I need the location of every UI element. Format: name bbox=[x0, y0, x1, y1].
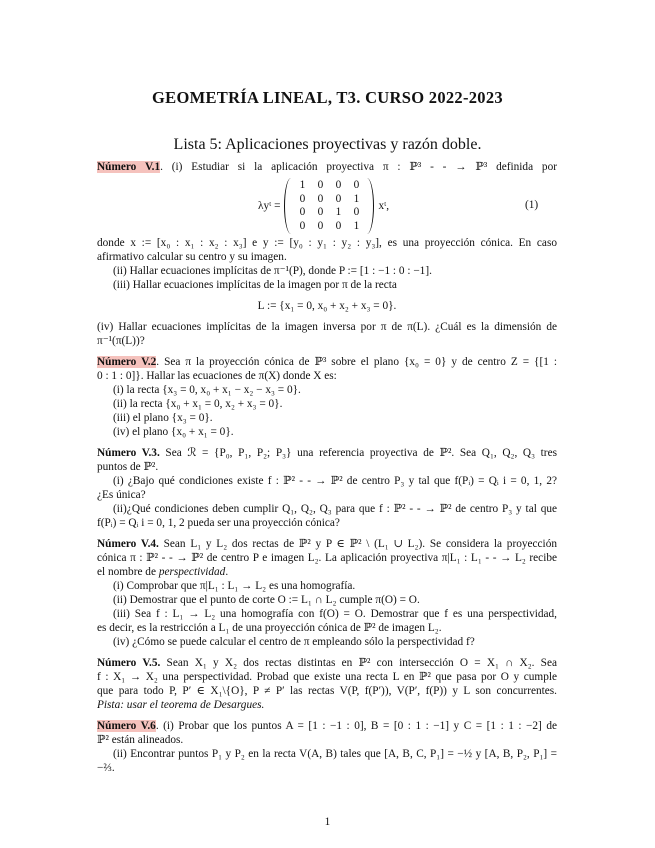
text-line: es decir, es la restricción a L₁ de una proyección cónica de ℙ² de imagen L₂. bbox=[97, 622, 442, 634]
text-line: (iv) Hallar ecuaciones implícitas de la imagen inversa por π de π(L). ¿Cuál es la dimensión de bbox=[97, 321, 557, 333]
exercise-label-v2: Número V.2 bbox=[97, 356, 157, 368]
exercise-v6-line bbox=[97, 719, 557, 733]
matrix-row bbox=[293, 193, 365, 207]
matrix bbox=[284, 178, 374, 234]
text-line: (i) ¿Bajo qué condiciones existe f : ℙ² - - → ℙ² de centro P₃ y tal que f(Pᵢ) = Qᵢ i = 0, 1, 2? bbox=[113, 475, 557, 487]
exercise-label-v3: Número V.3. bbox=[97, 447, 160, 459]
matrix-cell: 0 bbox=[317, 179, 324, 191]
text-line: (ii) Hallar ecuaciones implícitas de π⁻¹(P), donde P := [1 : −1 : 0 : −1]. bbox=[113, 265, 432, 277]
text: el nombre de bbox=[97, 566, 156, 578]
matrix-cell: 0 bbox=[335, 219, 342, 232]
exercise-v3-line bbox=[97, 446, 557, 460]
matrix-cell: 1 bbox=[353, 219, 360, 232]
text-line: cónica π : ℙ² - - → ℙ² de centro P e imagen L₂. La aplicación proyectiva π|L₁ : L₁ - - → L₂ recibe bbox=[97, 552, 557, 564]
text-line: π⁻¹(π(L))? bbox=[97, 335, 145, 347]
text-line: (i) Comprobar que π|L₁ : L₁ → L₂ es una homografía. bbox=[113, 580, 356, 592]
text: . (i) Estudiar si la aplicación proyectiva π : ℙ³ - - → ℙ³ definida por bbox=[160, 161, 557, 173]
text-line: puntos de ℙ². bbox=[97, 461, 159, 473]
equation-L: L := {x₁ = 0, x₀ + x₂ + x₃ = 0}. bbox=[257, 300, 397, 312]
text-line: (ii) Demostrar que el punto de corte O := L₁ ∩ L₂ cumple π(O) = O. bbox=[113, 594, 420, 606]
text-line: (ii) Encontrar puntos P₁ y P₂ en la recta V(A, B) tales que [A, B, C, P₁] = −½ y [A, B, P₂, P₁] = bbox=[113, 748, 557, 760]
matrix-cell: 0 bbox=[353, 206, 360, 218]
text-line: 0 : 1 : 0]}. Hallar las ecuaciones de π(X) donde X es: bbox=[97, 370, 337, 382]
text-line: (ii) la recta {x₀ + x₁ = 0, x₂ + x₃ = 0}. bbox=[113, 398, 283, 410]
text-line: (i) la recta {x₃ = 0, x₀ + x₁ − x₂ − x₃ = 0}. bbox=[113, 384, 301, 396]
exercise-label-v6: Número V.6 bbox=[97, 720, 156, 732]
text-line: donde x := [x₀ : x₁ : x₂ : x₃] e y := [y₀ : y₁ : y₂ : y₃], es una proyección cónica. En caso bbox=[97, 237, 557, 249]
exercise-label-v5: Número V.5. bbox=[97, 657, 161, 669]
text-line: f : X₁ → X₂ una perspectividad. Probad que existe una recta L en ℙ² que pasa por O y cumple bbox=[97, 671, 557, 683]
text-line: (iii) Sea f : L₁ → L₂ una homografía con f(O) = O. Demostrar que f es una perspectividad, bbox=[113, 608, 557, 620]
exercise-label-v4: Número V.4. bbox=[97, 538, 159, 550]
document-title: GEOMETRÍA LINEAL, T3. CURSO 2022-2023 bbox=[152, 88, 503, 107]
text-line: (iii) Hallar ecuaciones implícitas de la imagen por π de la recta bbox=[113, 279, 397, 291]
matrix-row bbox=[293, 206, 365, 220]
text-line: f(Pᵢ) = Qᵢ i = 0, 1, 2 pueda ser una proyección cónica? bbox=[97, 517, 340, 529]
text-line: (iv) el plano {x₀ + x₁ = 0}. bbox=[113, 426, 234, 438]
matrix-cell: 1 bbox=[353, 192, 360, 205]
text: . Sea π la proyección cónica de ℙ³ sobre el plano {x₀ = 0} y de centro Z = {[1 : bbox=[156, 356, 557, 368]
matrix-cell: 0 bbox=[317, 219, 324, 232]
text-line: ℙ² están alineados. bbox=[97, 734, 184, 746]
emphasis: perspectividad bbox=[158, 566, 226, 578]
text-line bbox=[97, 565, 557, 579]
matrix-cell: 0 bbox=[299, 192, 306, 205]
exercise-v5-line bbox=[97, 656, 557, 670]
matrix-equation bbox=[258, 178, 389, 234]
text-line: (iv) ¿Cómo se puede calcular el centro de π empleando sólo la perspectividad f? bbox=[113, 636, 475, 648]
page-number: 1 bbox=[324, 816, 331, 828]
matrix-cell: 0 bbox=[335, 179, 342, 191]
matrix-cell: 1 bbox=[299, 179, 306, 191]
exercise-label-v1: Número V.1 bbox=[97, 161, 161, 173]
matrix-cell: 0 bbox=[317, 192, 324, 205]
equation-rhs: xᵗ, bbox=[378, 200, 390, 212]
matrix-cell: 0 bbox=[317, 206, 324, 218]
equation-number: (1) bbox=[525, 199, 539, 211]
text: Sea ℛ = {P₀, P₁, P₂; P₃} una referencia proyectiva de ℙ². Sea Q₁, Q₂, Q₃ tres bbox=[159, 447, 557, 459]
list-subtitle: Lista 5: Aplicaciones proyectivas y razón doble. bbox=[173, 136, 482, 153]
equation-lhs: λyᵗ = bbox=[258, 200, 281, 212]
matrix-cell: 0 bbox=[299, 206, 306, 218]
text-line: −⅔. bbox=[97, 762, 115, 774]
matrix-row bbox=[293, 179, 365, 193]
text-line: afirmativo calcular su centro y su imagen. bbox=[97, 251, 287, 263]
text-line: que para todo P, P′ ∈ X₁\{O}, P ≠ P′ las rectas V(P, f(P′)), V(P′, f(P)) y L son concurrentes. bbox=[97, 685, 557, 697]
text-line: (iii) el plano {x₃ = 0}. bbox=[113, 412, 213, 424]
exercise-v4-line bbox=[97, 537, 557, 551]
matrix-row bbox=[293, 220, 365, 234]
matrix-cell: 1 bbox=[335, 206, 342, 218]
text: . bbox=[225, 566, 229, 578]
hint: Pista: usar el teorema de Desargues. bbox=[97, 699, 265, 711]
hint-line bbox=[97, 698, 557, 712]
matrix-cell: 0 bbox=[353, 179, 360, 191]
text-line: (ii)¿Qué condiciones deben cumplir Q₁, Q₂, Q₃ para que f : ℙ² - - → ℙ² de centro P₃ y tal que bbox=[113, 503, 557, 515]
text-line: ¿Es única? bbox=[97, 489, 146, 501]
exercise-v2-line bbox=[97, 355, 557, 369]
text: Sean X₁ y X₂ dos rectas distintas en ℙ² con intersección O = X₁ ∩ X₂. Sea bbox=[160, 657, 557, 669]
matrix-cell: 0 bbox=[335, 192, 342, 205]
exercise-v1-line bbox=[97, 160, 557, 174]
matrix-cell: 0 bbox=[299, 219, 306, 232]
text: . (i) Probar que los puntos A = [1 : −1 : 0], B = [0 : 1 : −1] y C = [1 : 1 : −2] de bbox=[155, 720, 557, 732]
text: Sean L₁ y L₂ dos rectas de ℙ² y P ∈ ℙ² \ (L₁ ∪ L₂). Se considera la proyección bbox=[158, 538, 557, 550]
